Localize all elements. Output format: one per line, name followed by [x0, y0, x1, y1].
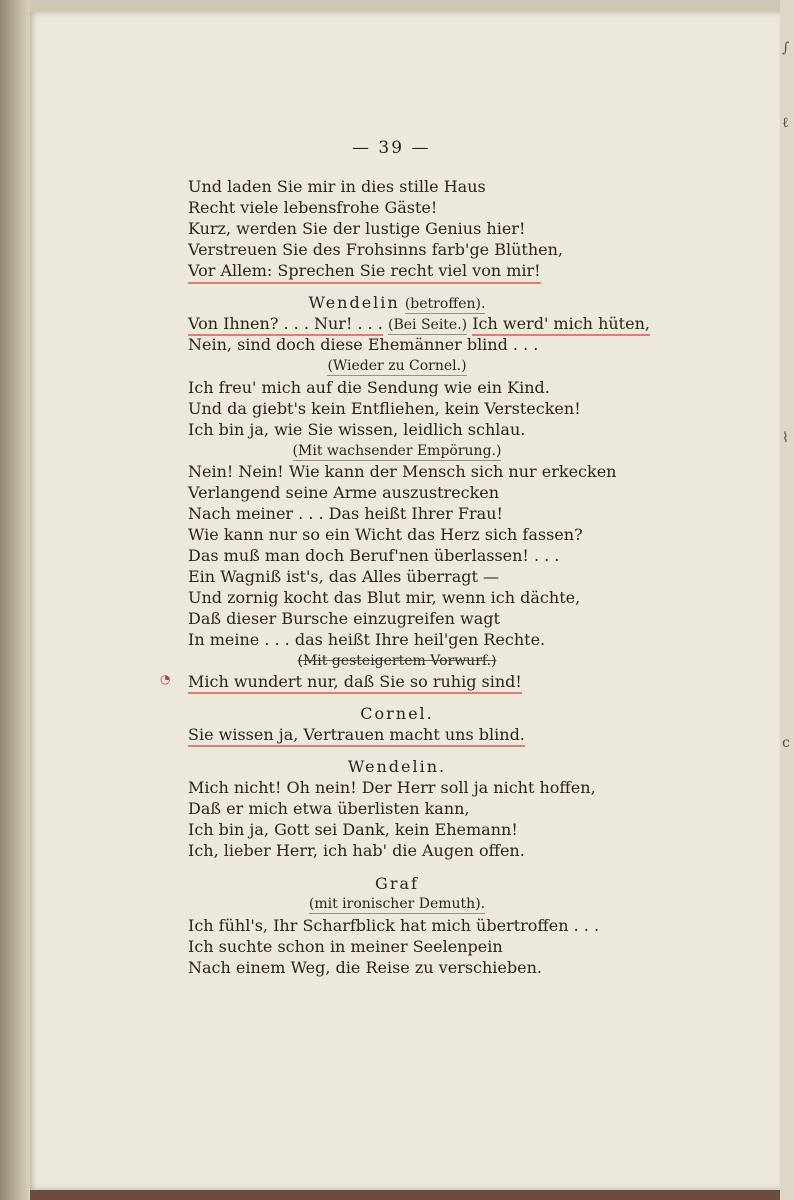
verse-line: Nein, sind doch diese Ehemänner blind . . . [188, 335, 539, 354]
verse-line: Wie kann nur so ein Wicht das Herz sich fassen? [188, 525, 583, 544]
verse-line: Daß er mich etwa überlisten kann, [188, 799, 470, 818]
speaker-name: Wendelin [308, 293, 400, 312]
verse-line: Das muß man doch Beruf'nen überlassen! . . . [188, 546, 560, 565]
margin-handwriting: c [782, 735, 790, 751]
verse-line: Mich nicht! Oh nein! Der Herr soll ja nicht hoffen, [188, 778, 596, 797]
verse-line: Nein! Nein! Wie kann der Mensch sich nur erkecken [188, 462, 617, 481]
page-number: — 39 — [352, 138, 431, 158]
stage-direction: (betroffen). [404, 296, 486, 312]
verse-line: Ich suchte schon in meiner Seelenpein [188, 937, 503, 956]
stage-direction-text: (Wieder zu Cornel.) [327, 358, 467, 374]
verse-line: Ich, lieber Herr, ich hab' die Augen offen. [188, 841, 525, 860]
margin-handwriting: ∫ [782, 40, 790, 56]
margin-handwriting: ⌇ [782, 430, 789, 446]
stage-direction [0, 894, 794, 914]
verse-line: Vor Allem: Sprechen Sie recht viel von mir! [188, 261, 541, 284]
verse-line: Ich bin ja, wie Sie wissen, leidlich schlau. [188, 420, 526, 439]
verse-line: Und zornig kocht das Blut mir, wenn ich dächte, [188, 588, 581, 607]
verse-line [188, 725, 525, 745]
stage-direction-text: (Mit wachsender Empörung.) [292, 443, 502, 459]
verse-line: Ich fühl's, Ihr Scharfblick hat mich übertroffen . . . [188, 916, 600, 935]
speaker-name: Graf [375, 874, 419, 893]
verse-line: Und laden Sie mir in dies stille Haus [188, 177, 486, 196]
verse-segment: Sie wissen ja, Vertrauen macht uns blind. [188, 725, 525, 747]
verse-line: Nach einem Weg, die Reise zu verschieben. [188, 958, 542, 977]
speaker-heading [0, 293, 794, 314]
stage-direction: (Bei Seite.) [387, 317, 468, 333]
verse-line [188, 314, 650, 335]
stage-direction-text: (mit ironischer Demuth). [308, 896, 486, 912]
stage-direction-text: (Mit gesteigertem Vorwurf.) [297, 653, 497, 669]
stage-direction [0, 651, 794, 671]
speaker-name: Cornel. [360, 704, 434, 723]
speaker-name: Wendelin. [347, 757, 447, 776]
verse-segment: Mich wundert nur, daß Sie so ruhig sind! [188, 672, 522, 694]
verse-line: Kurz, werden Sie der lustige Genius hier! [188, 219, 526, 238]
verse-line [188, 672, 522, 692]
verse-line: Und da giebt's kein Entfliehen, kein Verstecken! [188, 399, 581, 418]
stage-direction [0, 356, 794, 376]
stage-direction [0, 441, 794, 461]
margin-handwriting: ℓ [782, 115, 789, 131]
verse-line: Ein Wagniß ist's, das Alles überragt — [188, 567, 499, 586]
verse-line: Nach meiner . . . Das heißt Ihrer Frau! [188, 504, 503, 523]
verse-segment: Ich werd' mich hüten, [472, 314, 650, 336]
verse-line: Recht viele lebensfrohe Gäste! [188, 198, 438, 217]
verse-line: Verlangend seine Arme auszustrecken [188, 483, 500, 502]
pencil-mark-icon: ◔ [160, 672, 171, 686]
verse-line: Ich freu' mich auf die Sendung wie ein Kind. [188, 378, 550, 397]
verse-line: Ich bin ja, Gott sei Dank, kein Ehemann! [188, 820, 518, 839]
verse-line: Daß dieser Bursche einzugreifen wagt [188, 609, 500, 628]
verse-line: In meine . . . das heißt Ihre heil'gen Rechte. [188, 630, 546, 649]
verse-segment: Von Ihnen? . . . Nur! . . . [188, 314, 383, 336]
verse-line: Verstreuen Sie des Frohsinns farb'ge Blüthen, [188, 240, 564, 259]
